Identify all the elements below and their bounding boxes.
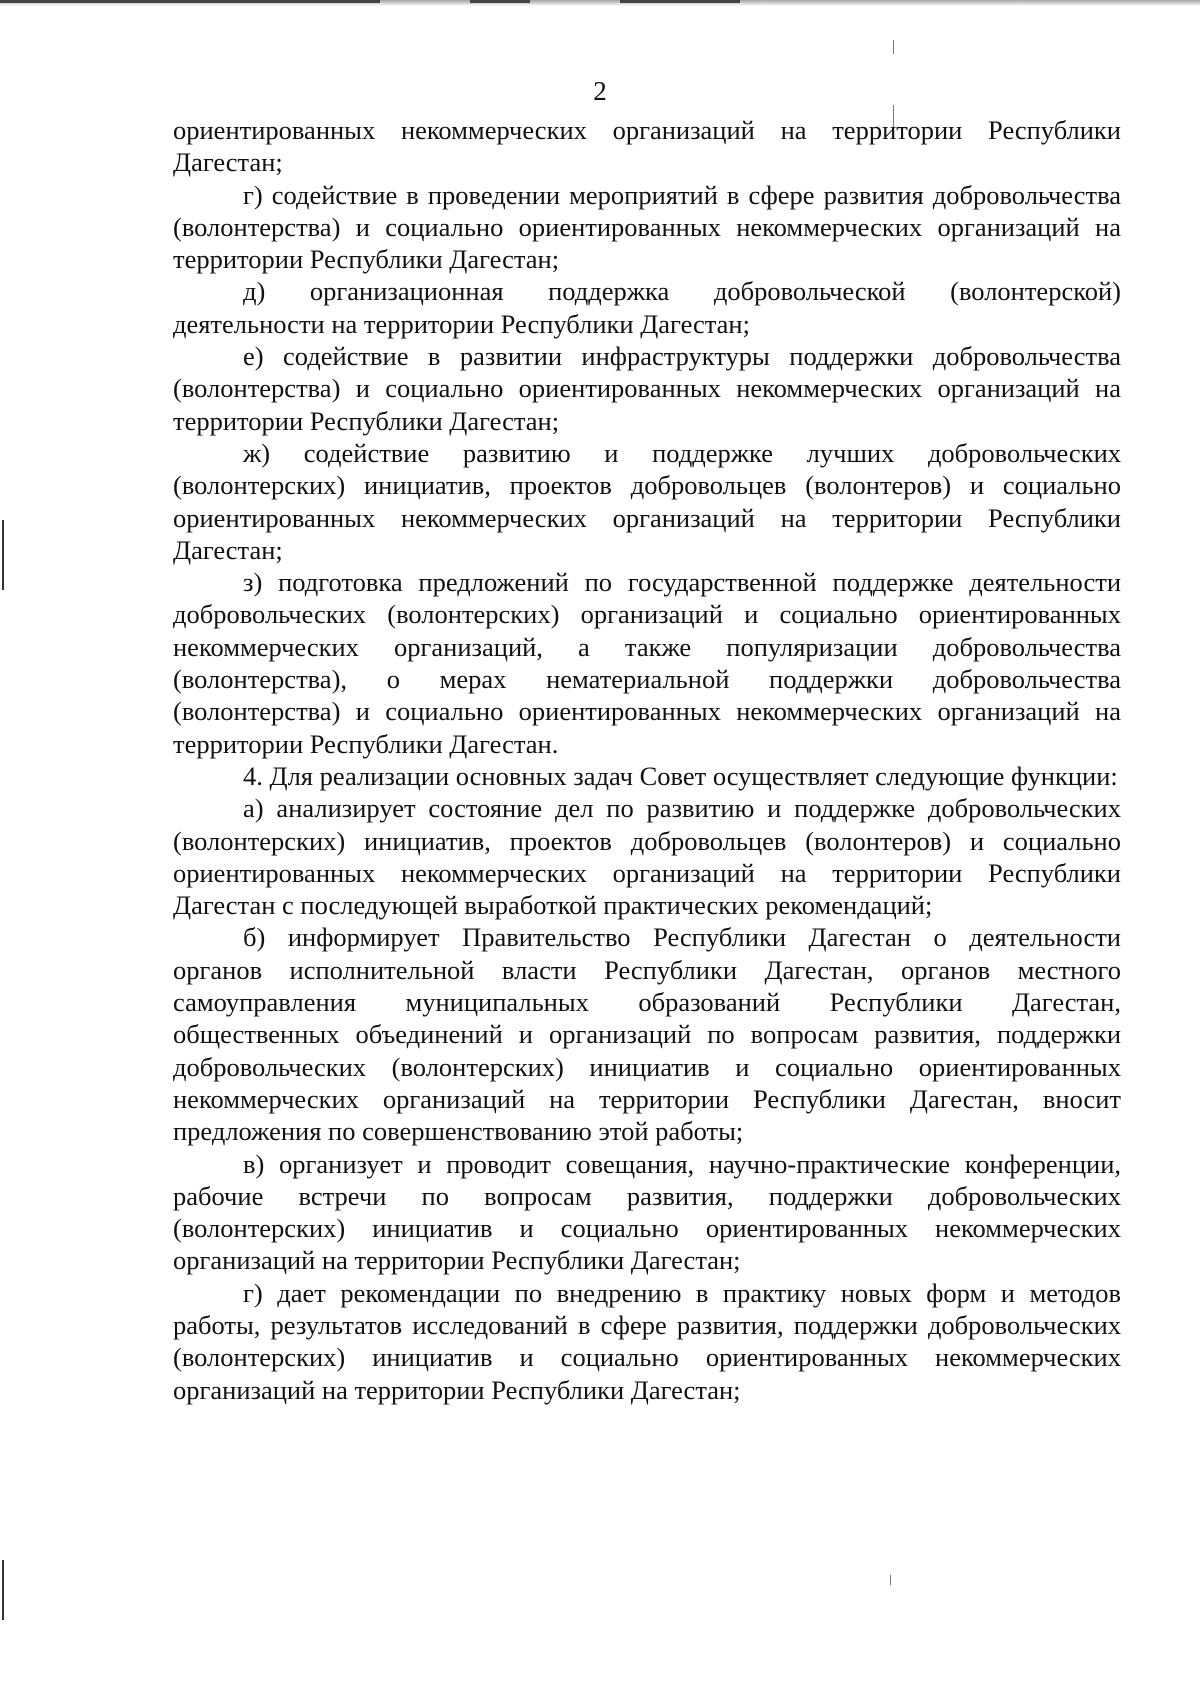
scan-artifact <box>890 1575 891 1585</box>
paragraph-item-zh: ж) содействие развитию и поддержке лучших добровольческих (волонтерских) инициатив, проектов добровольцев (волонтеров) и социально ориентированных некоммерческих организаций на территории Республики Дагестан; <box>173 437 1121 565</box>
scan-left-mark <box>2 1560 4 1620</box>
paragraph-item-g: г) содействие в проведении мероприятий в сфере развития добровольчества (волонтерства) и социально ориентированных некоммерческих организаций на территории Республики Дагестан; <box>173 179 1121 275</box>
page-number: 2 <box>593 76 607 106</box>
paragraph-section-4: 4. Для реализации основных задач Совет осуществляет следующие функции: <box>243 760 1118 791</box>
scan-left-mark <box>2 520 4 590</box>
scan-top-mark <box>470 0 530 3</box>
scan-top-mark <box>0 0 380 3</box>
scan-artifact <box>893 40 894 54</box>
paragraph-item-z: з) подготовка предложений по государственной поддержке деятельности добровольческих (волонтерских) организаций и социально ориентированных некоммерческих организаций, а также популяризации добровольчества (волонтерства), о мерах нематериальной поддержки добровольчества (волонтерства) и социально ориентированных некоммерческих организаций на территории Республики Дагестан. <box>173 567 1121 759</box>
paragraph-item-b: б) информирует Правительство Республики Дагестан о деятельности органов исполнительной власти Республики Дагестан, органов местного самоуправления муниципальных образований Республики Дагестан, общественных объединений и организаций по вопросам развития, поддержки добровольческих (волонтерских) инициатив и социально ориентированных некоммерческих организаций на территории Республики Дагестан, вносит предложения по совершенствованию этой работы; <box>173 922 1121 1147</box>
paragraph-item-a: а) анализирует состояние дел по развитию и поддержке добровольческих (волонтерских) инициатив, проектов добровольцев (волонтеров) и социально ориентированных некоммерческих организаций на территории Республики Дагестан с последующей выработкой практических рекомендаций; <box>173 793 1121 921</box>
scan-top-mark <box>620 0 740 3</box>
paragraph-item-v: в) организует и проводит совещания, научно-практические конференции, рабочие встречи по вопросам развития, поддержки добровольческих (волонтерских) инициатив и социально ориентированных некоммерческих организаций на территории Республики Дагестан; <box>173 1148 1121 1276</box>
document-body <box>173 114 1121 1406</box>
paragraph-continuation: ориентированных некоммерческих организаций на территории Республики Дагестан; <box>173 115 1121 178</box>
paragraph-item-d: д) организационная поддержка добровольческой (волонтерской) деятельности на территории Республики Дагестан; <box>173 276 1121 339</box>
paragraph-item-g2: г) дает рекомендации по внедрению в практику новых форм и методов работы, результатов исследований в сфере развития, поддержки добровольческих (волонтерских) инициатив и социально ориентированных некоммерческих организаций на территории Республики Дагестан; <box>173 1277 1121 1405</box>
paragraph-item-e: е) содействие в развитии инфраструктуры поддержки добровольчества (волонтерства) и социально ориентированных некоммерческих организаций на территории Республики Дагестан; <box>173 341 1121 436</box>
